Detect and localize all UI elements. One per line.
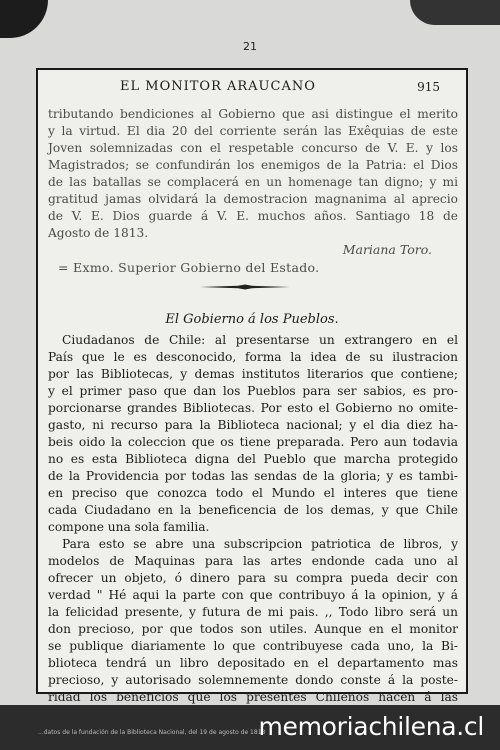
body-line: en preciso que conozca todo el Mundo el interes que tiene <box>48 486 458 500</box>
body-line: modelos de Maquinas para las artes endonde cada uno al <box>48 554 458 568</box>
body-line: gasto, ni recurso para la Biblioteca nacional; y el dia diez ha- <box>48 418 458 432</box>
letter-line: Magistrados; se confundirán los enemigos de la Patria: el Dios <box>48 158 458 172</box>
page-number: 21 <box>243 40 257 53</box>
body-line: cada Ciudadano en la beneficencia de los demas, y que Chile <box>48 503 458 517</box>
letter-line: de las batallas se complacerá en un homenage tan digno; y mi <box>48 175 458 189</box>
body-line: compone una sola familia. <box>48 520 210 534</box>
body-line: ridad los beneficios que los presentes Chilenos hacen á las <box>48 690 458 704</box>
running-title: EL MONITOR ARAUCANO <box>120 79 316 94</box>
document-page <box>36 68 468 704</box>
letter-line: tributando bendiciones al Gobierno que asi distingue el merito <box>48 107 458 121</box>
letter-line: y la virtud. El dia 20 del corriente serán las Exêquias de este <box>48 124 458 138</box>
body-line: Para esto se abre una subscripcion patriotica de libros, y <box>62 537 458 551</box>
addressee-line: = Exmo. Superior Gobierno del Estado. <box>58 260 320 275</box>
body-line: de la Providencia por todas las sendas de la gloria; y es tambi- <box>48 469 458 483</box>
body-line: ofrecer un objeto, ó dinero para su compra pueda decir con <box>48 571 458 585</box>
body-line: porcionarse grandes Bibliotecas. Por esto el Gobierno no omite- <box>48 401 458 415</box>
letter-line: Agosto de 1813. <box>48 226 149 240</box>
body-line: precioso, y autorisado solemnemente dondo conste á la poste- <box>48 673 458 687</box>
folio-number: 915 <box>417 80 440 94</box>
section-title: El Gobierno á los Pueblos. <box>165 312 339 327</box>
ornamental-rule <box>200 284 290 290</box>
body-line: Ciudadanos de Chile: al presentarse un extrangero en el <box>62 333 458 347</box>
site-watermark[interactable]: memoriachilena.cl <box>258 712 484 741</box>
body-line: don precioso, por que todos son utiles. Aunque en el monitor <box>48 622 458 636</box>
image-caption: ...datos de la fundación de la Biblioteca Nacional, del 19 de agosto de 1813 <box>38 729 266 736</box>
body-line: blioteca tendrá un libro depositado en el departamento mas <box>48 656 458 670</box>
running-header <box>38 79 466 99</box>
signature: Mariana Toro. <box>342 242 432 257</box>
letter-line: gratitud jamas olvidará la demostracion magnanima al aprecio <box>48 192 458 206</box>
body-line: verdad " Hé aqui la parte con que contribuyo á la opinion, y á <box>48 588 458 602</box>
body-line: no es esta Biblioteca digna del Pueblo que marcha protegido <box>48 452 458 466</box>
photo-corner-shadow <box>410 0 500 25</box>
body-line: por las Bibliotecas, y demas institutos literarios que contiene; <box>48 367 458 381</box>
letter-line: de V. E. Dios guarde á V. E. muchos años. Santiago 18 de <box>48 209 458 223</box>
body-line: la felicidad presente, y futura de mi pais. ,, Todo libro será un <box>48 605 458 619</box>
body-line: se publique diariamente lo que contribuyese cada uno, la Bi- <box>48 639 458 653</box>
body-line: beis oido la coleccion que os tiene preparada. Pero aun todavia <box>48 435 458 449</box>
letter-line: Joven solemnizadas con el respetable concurso de V. E. y los <box>48 141 458 155</box>
body-line: y el primer paso que dan los Pueblos para ser sabios, es pro- <box>48 384 458 398</box>
body-line: País que le es desconocido, forma la idea de su ilustracion <box>48 350 458 364</box>
